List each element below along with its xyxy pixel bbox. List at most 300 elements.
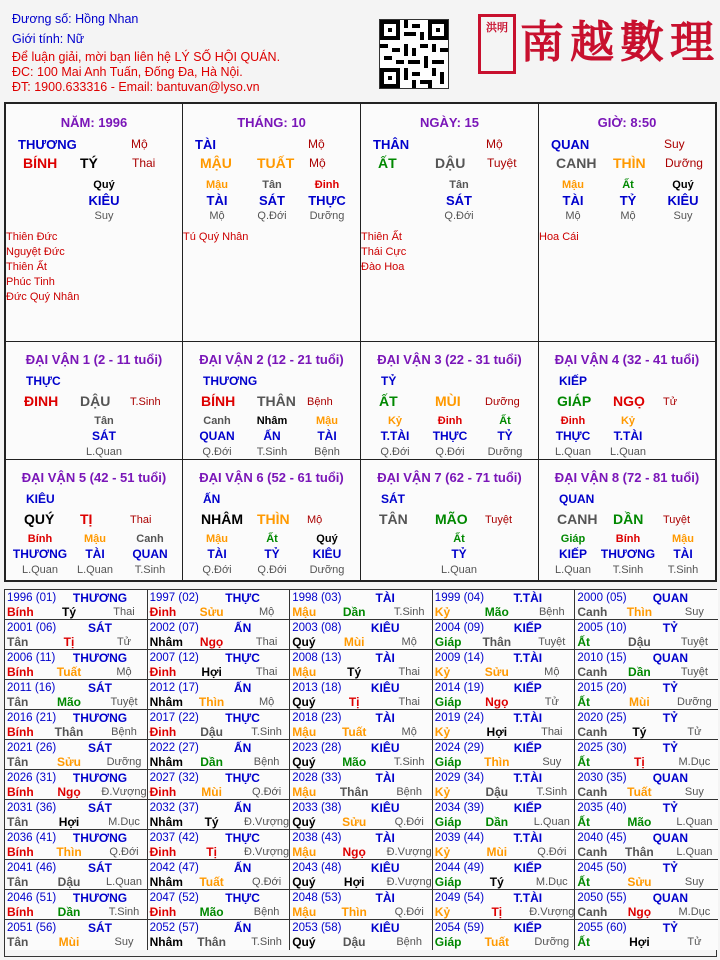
year-stem: Tân xyxy=(7,635,29,649)
hidden-ten-god: T.TÀI xyxy=(380,429,410,443)
dai-van-branch: DẦN xyxy=(613,511,644,527)
year-label: 2009 (14) xyxy=(434,652,485,664)
year-cell[interactable] xyxy=(148,800,291,830)
hidden-stem: Tân xyxy=(94,415,114,427)
year-label: 2035 (40) xyxy=(577,802,627,814)
year-stage: Đ.Vượng xyxy=(101,786,147,798)
dai-van-nayin: Mộ xyxy=(307,514,323,526)
year-branch: Sửu xyxy=(199,605,224,619)
year-stem: Nhâm xyxy=(149,695,183,709)
dai-van-stem: ẤT xyxy=(379,393,398,409)
year-stem: Giáp xyxy=(434,755,462,769)
year-branch: Ngọ xyxy=(57,785,81,799)
dai-van-cell[interactable] xyxy=(6,342,183,460)
year-label: 2011 (16) xyxy=(7,682,56,694)
year-cell[interactable] xyxy=(575,650,718,680)
hidden-stem: Quý xyxy=(316,533,338,545)
year-branch: Sửu xyxy=(342,815,367,829)
year-stage: Q.Đới xyxy=(394,906,424,918)
year-branch: Dậu xyxy=(342,935,366,949)
hidden-stage: Q.Đới xyxy=(202,446,232,458)
year-cell[interactable] xyxy=(433,680,576,710)
year-cell[interactable] xyxy=(5,860,148,890)
year-cell[interactable] xyxy=(290,770,433,800)
dai-van-stem: BÍNH xyxy=(201,393,236,409)
year-cell[interactable] xyxy=(148,740,291,770)
year-branch: Tị xyxy=(634,755,645,769)
year-stage: Bệnh xyxy=(253,756,280,768)
year-ten-god: KIẾP xyxy=(513,621,542,635)
year-branch: Thìn xyxy=(341,905,367,919)
pillar-stage: Mộ xyxy=(486,137,503,151)
year-cell[interactable] xyxy=(5,830,148,860)
dai-van-nayin: Tuyệt xyxy=(663,514,691,526)
year-stage: T.Sinh xyxy=(251,936,282,948)
year-ten-god: THƯƠNG xyxy=(72,771,128,785)
year-label: 2021 (26) xyxy=(7,742,57,754)
year-stem: Nhâm xyxy=(149,935,183,949)
dai-van-title: ĐẠI VẬN 1 (2 - 11 tuổi) xyxy=(25,352,163,367)
year-label: 2034 (39) xyxy=(434,802,485,814)
year-cell[interactable] xyxy=(5,590,148,620)
pillar-branch: THÌN xyxy=(613,155,646,171)
year-stage: T.Sinh xyxy=(251,726,282,738)
year-stem: Ất xyxy=(577,935,591,949)
pillar-cell[interactable] xyxy=(539,104,715,342)
year-stage: M.Dục xyxy=(678,906,711,918)
year-cell[interactable] xyxy=(433,740,576,770)
year-branch: Mão xyxy=(199,905,224,919)
year-cell[interactable] xyxy=(575,830,718,860)
star-item: Hoa Cái xyxy=(539,231,579,243)
year-label: 2014 (19) xyxy=(434,682,485,694)
pillar-title: GIỜ: 8:50 xyxy=(597,115,657,130)
pillar-ten-god: QUAN xyxy=(551,137,590,152)
year-ten-god: THỰC xyxy=(225,771,260,785)
year-stage: Bệnh xyxy=(396,936,423,948)
year-cell[interactable] xyxy=(433,830,576,860)
dai-van-nayin: Tuyệt xyxy=(485,514,513,526)
year-cell[interactable] xyxy=(433,770,576,800)
year-stem: Mậu xyxy=(292,845,317,859)
year-ten-god: SÁT xyxy=(88,681,112,695)
year-cell[interactable] xyxy=(575,800,718,830)
year-stem: Ất xyxy=(577,815,591,829)
year-branch: Thìn xyxy=(56,845,82,859)
year-ten-god: T.TÀI xyxy=(513,771,543,785)
year-label: 2026 (31) xyxy=(7,772,57,784)
year-stage: L.Quan xyxy=(105,876,143,888)
year-ten-god: T.TÀI xyxy=(513,891,543,905)
year-branch: Dậu xyxy=(485,785,509,799)
year-cell[interactable] xyxy=(290,890,433,920)
hidden-ten-god: T.TÀI xyxy=(613,429,643,443)
pillar-nayin: Tuyệt xyxy=(487,156,517,170)
pillar-stem: CANH xyxy=(556,155,597,171)
year-stem: Ất xyxy=(577,695,591,709)
year-cell[interactable] xyxy=(5,890,148,920)
year-cell[interactable] xyxy=(433,620,576,650)
year-ten-god: THỰC xyxy=(225,651,260,665)
dai-van-cell[interactable] xyxy=(361,342,539,460)
hidden-stem: Mậu xyxy=(206,179,228,191)
year-stage: Đ.Vượng xyxy=(386,876,432,888)
year-stage: Bệnh xyxy=(111,726,137,738)
year-label: 2043 (48) xyxy=(292,862,342,874)
dai-van-cell[interactable] xyxy=(361,460,539,580)
year-stage: Tử xyxy=(687,726,702,738)
year-branch: Mão xyxy=(342,755,367,769)
year-cell[interactable] xyxy=(5,770,148,800)
year-stage: Tuyệt xyxy=(680,636,708,648)
year-cell[interactable] xyxy=(433,590,576,620)
year-branch: Dậu xyxy=(57,875,81,889)
star-item: Phúc Tinh xyxy=(6,276,55,288)
star-item: Tú Quý Nhân xyxy=(183,231,249,243)
year-label: 2022 (27) xyxy=(149,742,199,754)
year-cell[interactable] xyxy=(148,830,291,860)
year-cell[interactable] xyxy=(575,860,718,890)
hidden-stage: L.Quan xyxy=(554,446,592,458)
year-branch: Tý xyxy=(489,875,504,889)
year-label: 1999 (04) xyxy=(434,592,485,604)
dai-van-cell[interactable] xyxy=(539,460,715,580)
year-branch: Thân xyxy=(54,725,84,739)
year-branch: Thân xyxy=(482,635,512,649)
year-ten-god: QUAN xyxy=(652,651,689,665)
year-ten-god: TỶ xyxy=(662,801,679,815)
year-cell[interactable] xyxy=(575,710,718,740)
hidden-ten-god: TỶ xyxy=(497,429,513,443)
qr-code-icon[interactable] xyxy=(379,19,449,89)
pillar-ten-god: THÂN xyxy=(373,137,410,152)
pillar-ten-god: TÀI xyxy=(195,137,216,152)
seal-text: 洪明 xyxy=(486,21,508,34)
year-ten-god: THƯƠNG xyxy=(72,831,128,845)
year-stem: Canh xyxy=(577,845,608,859)
year-cell[interactable] xyxy=(575,890,718,920)
year-branch: Dần xyxy=(57,905,81,919)
year-stage: Mộ xyxy=(116,666,132,678)
contact-phone-email: ĐT: 1900.633316 - Email: bantuvan@lyso.vn xyxy=(12,80,260,94)
year-branch: Dậu xyxy=(200,725,223,739)
year-cell[interactable] xyxy=(575,590,718,620)
hidden-stage: L.Quan xyxy=(440,564,478,576)
hidden-stem: Ất xyxy=(453,533,465,545)
year-branch: Hợi xyxy=(201,665,222,679)
year-stage: Thai xyxy=(255,636,278,648)
year-cell[interactable] xyxy=(148,620,291,650)
year-stem: Tân xyxy=(7,875,29,889)
year-stem: Quý xyxy=(292,935,316,949)
year-label: 2053 (58) xyxy=(292,922,342,934)
year-cell[interactable] xyxy=(433,800,576,830)
hidden-ten-god: QUAN xyxy=(132,547,168,561)
year-cell[interactable] xyxy=(148,890,291,920)
year-cell[interactable] xyxy=(5,680,148,710)
year-label: 2033 (38) xyxy=(292,802,342,814)
dai-van-nayin: T.Sinh xyxy=(130,396,161,408)
year-stem: Giáp xyxy=(434,635,462,649)
year-stem: Đinh xyxy=(149,605,177,619)
year-ten-god: ẤN xyxy=(233,921,252,935)
year-ten-god: TỶ xyxy=(662,921,679,935)
year-stem: Kỷ xyxy=(434,605,451,619)
year-stem: Mậu xyxy=(292,725,317,739)
year-cell[interactable] xyxy=(148,710,291,740)
year-cell[interactable] xyxy=(148,770,291,800)
dai-van-cell[interactable] xyxy=(183,342,361,460)
star-item: Thái Cực xyxy=(361,246,407,258)
year-stage: Mộ xyxy=(258,696,275,708)
year-branch: Dậu xyxy=(628,635,651,649)
brand-logo: 南越數理 xyxy=(520,17,720,68)
year-cell[interactable] xyxy=(575,620,718,650)
year-cell[interactable] xyxy=(290,830,433,860)
year-cell[interactable] xyxy=(5,710,148,740)
year-cell[interactable] xyxy=(148,920,291,950)
dai-van-ten-god: ẤN xyxy=(203,492,221,506)
year-ten-god: QUAN xyxy=(652,771,689,785)
year-stage: Bệnh xyxy=(538,606,565,618)
year-cell[interactable] xyxy=(290,680,433,710)
hidden-stem: Giáp xyxy=(560,533,586,545)
year-label: 2041 (46) xyxy=(7,862,57,874)
year-label: 2002 (07) xyxy=(149,622,199,634)
subject-gender: Giới tính: Nữ xyxy=(12,32,85,46)
dai-van-cell[interactable] xyxy=(183,460,361,580)
year-stem: Ất xyxy=(577,875,591,889)
hidden-stem: Đinh xyxy=(437,415,463,427)
hidden-stem: Canh xyxy=(203,415,231,427)
dai-van-branch: TỊ xyxy=(80,511,93,527)
year-branch: Tý xyxy=(632,725,647,739)
year-cell[interactable] xyxy=(575,680,718,710)
hidden-stage: L.Quan xyxy=(554,564,592,576)
year-cell[interactable] xyxy=(148,860,291,890)
year-cell[interactable] xyxy=(575,920,718,950)
hidden-stage: T.Sinh xyxy=(134,564,166,576)
hidden-ten-god: ẤN xyxy=(263,429,281,443)
year-cell[interactable] xyxy=(5,620,148,650)
hidden-ten-god: TÀI xyxy=(85,547,105,561)
year-label: 2006 (11) xyxy=(7,652,56,664)
year-stem: Ất xyxy=(577,635,591,649)
year-label: 2054 (59) xyxy=(434,922,485,934)
dai-van-title: ĐẠI VẬN 3 (22 - 31 tuổi) xyxy=(377,352,522,367)
hidden-stem: Tân xyxy=(449,179,469,191)
year-label: 2005 (10) xyxy=(577,622,627,634)
year-label: 2027 (32) xyxy=(149,772,199,784)
year-branch: Tị xyxy=(63,635,75,649)
year-stage: Dưỡng xyxy=(534,936,570,948)
year-ten-god: THỰC xyxy=(225,831,260,845)
dai-van-stem: TÂN xyxy=(379,511,408,527)
year-ten-god: TÀI xyxy=(375,651,395,665)
hidden-ten-god: TỶ xyxy=(451,547,467,561)
year-label: 2025 (30) xyxy=(577,742,627,754)
pillar-ten-god: THƯƠNG xyxy=(18,137,77,152)
year-branch: Dần xyxy=(628,665,651,679)
year-stem: Nhâm xyxy=(149,635,183,649)
year-stem: Tân xyxy=(7,755,29,769)
year-stage: Q.Đới xyxy=(251,876,282,888)
year-cell[interactable] xyxy=(290,800,433,830)
year-ten-god: KIÊU xyxy=(370,801,400,815)
year-label: 2017 (22) xyxy=(149,712,199,724)
dai-van-nayin: Tử xyxy=(663,396,678,408)
year-cell[interactable] xyxy=(148,650,291,680)
year-branch: Tuất xyxy=(484,935,510,949)
dai-van-nayin: Thai xyxy=(130,514,152,526)
year-cell[interactable] xyxy=(290,740,433,770)
dai-van-stem: GIÁP xyxy=(557,393,592,409)
year-stage: T.Sinh xyxy=(536,786,568,798)
year-cell[interactable] xyxy=(575,740,718,770)
year-label: 2003 (08) xyxy=(292,622,342,634)
hidden-stem: Mậu xyxy=(206,533,228,545)
year-cell[interactable] xyxy=(433,890,576,920)
year-branch: Thìn xyxy=(626,605,653,619)
hidden-stem: Kỷ xyxy=(620,415,636,427)
star-item: Thiên Ất xyxy=(6,261,47,273)
year-stem: Đinh xyxy=(149,785,177,799)
year-branch: Mùi xyxy=(486,845,508,859)
dai-van-stem: QUÝ xyxy=(24,511,55,527)
year-stem: Kỷ xyxy=(434,725,451,739)
year-stage: Thai xyxy=(541,726,563,738)
hidden-stem: Ất xyxy=(499,415,511,427)
year-label: 2020 (25) xyxy=(577,712,627,724)
hidden-ten-god: TÀI xyxy=(207,547,227,561)
dai-van-cell[interactable] xyxy=(6,460,183,580)
hidden-stem: Nhâm xyxy=(256,415,288,427)
dai-van-ten-god: QUAN xyxy=(559,492,595,506)
pillar-nayin: Mộ xyxy=(309,156,326,170)
dai-van-cell[interactable] xyxy=(539,342,715,460)
year-label: 2045 (50) xyxy=(577,862,627,874)
year-branch: Thân xyxy=(339,785,369,799)
hidden-stage: L.Quan xyxy=(85,446,123,458)
year-stem: Tân xyxy=(7,695,29,709)
year-cell[interactable] xyxy=(575,770,718,800)
header xyxy=(0,0,720,100)
year-stage: Suy xyxy=(542,756,562,768)
year-stem: Giáp xyxy=(434,875,462,889)
year-branch: Tý xyxy=(61,605,76,619)
year-cell[interactable] xyxy=(433,650,576,680)
hidden-ten-god: KIÊU xyxy=(312,547,342,561)
year-label: 2019 (24) xyxy=(434,712,485,724)
year-branch: Mùi xyxy=(343,635,365,649)
year-ten-god: THƯƠNG xyxy=(72,591,128,605)
year-label: 2052 (57) xyxy=(149,922,199,934)
pillar-title: NGÀY: 15 xyxy=(420,115,479,130)
hidden-stem: Mậu xyxy=(672,533,694,545)
year-cell[interactable] xyxy=(5,740,148,770)
dai-van-branch: THÌN xyxy=(257,511,290,527)
dai-van-title: ĐẠI VẬN 2 (12 - 21 tuổi) xyxy=(199,352,344,367)
hidden-stem: Tân xyxy=(262,179,282,191)
dai-van-branch: MÙI xyxy=(435,393,461,409)
year-branch: Dần xyxy=(485,815,509,829)
year-cell[interactable] xyxy=(433,710,576,740)
dai-van-nayin: Bệnh xyxy=(307,396,333,408)
hidden-stage: Dưỡng xyxy=(487,446,523,458)
year-cell[interactable] xyxy=(148,590,291,620)
year-label: 2004 (09) xyxy=(434,622,485,634)
year-stem: Đinh xyxy=(149,725,177,739)
year-stem: Giáp xyxy=(434,935,462,949)
year-stage: Tuyệt xyxy=(538,636,566,648)
year-cell[interactable] xyxy=(5,920,148,950)
hidden-stage: Q.Đới xyxy=(257,210,287,222)
year-ten-god: THỰC xyxy=(225,711,260,725)
year-stage: Bệnh xyxy=(253,906,280,918)
year-stage: Tử xyxy=(544,696,559,708)
pillar-branch: TÝ xyxy=(80,155,98,171)
year-label: 2040 (45) xyxy=(577,832,627,844)
year-cell[interactable] xyxy=(290,590,433,620)
hidden-ten-god: TÀI xyxy=(673,547,693,561)
pillar-cell[interactable] xyxy=(6,104,183,342)
hidden-stage: Q.Đới xyxy=(202,564,232,576)
year-stage: Tử xyxy=(116,636,132,648)
year-ten-god: TỶ xyxy=(662,861,679,875)
year-stage: Tuyệt xyxy=(110,696,138,708)
year-cell[interactable] xyxy=(290,860,433,890)
hidden-stem: Mậu xyxy=(84,533,106,545)
year-branch: Tị xyxy=(491,905,503,919)
year-cell[interactable] xyxy=(433,860,576,890)
year-label: 1997 (02) xyxy=(149,592,199,604)
year-stage: Đ.Vượng xyxy=(529,906,575,918)
pillar-cell[interactable] xyxy=(361,104,539,342)
year-label: 2042 (47) xyxy=(149,862,199,874)
year-stem: Canh xyxy=(577,905,608,919)
year-stage: M.Dục xyxy=(678,756,711,768)
hidden-stage: T.Sinh xyxy=(667,564,699,576)
year-ten-god: ẤN xyxy=(233,861,252,875)
year-cell[interactable] xyxy=(5,800,148,830)
year-cell[interactable] xyxy=(290,620,433,650)
year-label: 2028 (33) xyxy=(292,772,342,784)
year-ten-god: ẤN xyxy=(233,801,252,815)
year-stem: Tân xyxy=(7,815,29,829)
year-stage: Q.Đới xyxy=(251,786,282,798)
year-cell[interactable] xyxy=(290,920,433,950)
year-cell[interactable] xyxy=(433,920,576,950)
subject-name: Đương số: Hồng Nhan xyxy=(12,12,139,26)
year-stem: Kỷ xyxy=(434,905,451,919)
year-ten-god: KIẾP xyxy=(513,741,542,755)
year-ten-god: ẤN xyxy=(233,621,252,635)
year-branch: Thìn xyxy=(484,755,510,769)
year-cell[interactable] xyxy=(5,650,148,680)
year-cell[interactable] xyxy=(290,710,433,740)
year-stem: Quý xyxy=(292,695,316,709)
pillar-cell[interactable] xyxy=(183,104,361,342)
year-stem: Mậu xyxy=(292,665,317,679)
year-cell[interactable] xyxy=(148,680,291,710)
pillar-stem: MẬU xyxy=(200,155,232,171)
year-stage: T.Sinh xyxy=(393,606,425,618)
annual-luck-table xyxy=(4,589,717,957)
year-stem: Giáp xyxy=(434,695,462,709)
year-stem: Đinh xyxy=(149,905,177,919)
year-branch: Ngọ xyxy=(342,845,366,859)
year-cell[interactable] xyxy=(290,650,433,680)
